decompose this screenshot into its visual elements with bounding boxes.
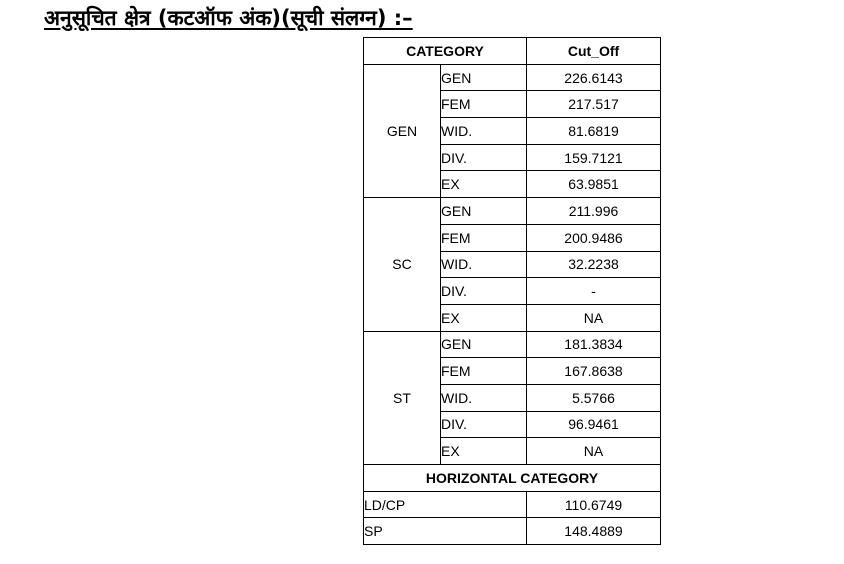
subcategory-cell: DIV. [441, 144, 527, 171]
horizontal-category-label: SP [364, 518, 527, 545]
subcategory-cell: WID. [441, 118, 527, 145]
cutoff-value-cell: 148.4889 [527, 518, 661, 545]
cutoff-value-cell: NA [527, 304, 661, 331]
cutoff-value-cell: 96.9461 [527, 411, 661, 438]
horizontal-category-header-row [364, 465, 661, 492]
subcategory-cell: FEM [441, 358, 527, 385]
header-cutoff: Cut_Off [527, 38, 661, 65]
subcategory-cell: GEN [441, 64, 527, 91]
cutoff-value-cell: 81.6819 [527, 118, 661, 145]
cutoff-value-cell: 110.6749 [527, 491, 661, 518]
cutoff-value-cell: 200.9486 [527, 224, 661, 251]
table-row [364, 491, 661, 518]
cutoff-value-cell: 159.7121 [527, 144, 661, 171]
category-cell-gen: GEN [364, 64, 441, 197]
category-cell-sc: SC [364, 198, 441, 331]
subcategory-cell: EX [441, 304, 527, 331]
category-cell-st: ST [364, 331, 441, 464]
subcategory-cell: EX [441, 438, 527, 465]
subcategory-cell: DIV. [441, 411, 527, 438]
subcategory-cell: EX [441, 171, 527, 198]
header-category: CATEGORY [364, 38, 527, 65]
cutoff-value-cell: 167.8638 [527, 358, 661, 385]
table-row [364, 64, 661, 91]
cutoff-value-cell: 63.9851 [527, 171, 661, 198]
cutoff-value-cell: 211.996 [527, 198, 661, 225]
cutoff-value-cell: 217.517 [527, 91, 661, 118]
horizontal-category-label: LD/CP [364, 491, 527, 518]
subcategory-cell: DIV. [441, 278, 527, 305]
subcategory-cell: WID. [441, 251, 527, 278]
document-heading: अनुसूचित क्षेत्र (कटऑफ अंक)(सूची संलग्न) :– [44, 6, 413, 30]
subcategory-cell: FEM [441, 91, 527, 118]
cutoff-value-cell: 5.5766 [527, 384, 661, 411]
subcategory-cell: GEN [441, 198, 527, 225]
subcategory-cell: WID. [441, 384, 527, 411]
cutoff-table [363, 37, 661, 545]
cutoff-table-body [364, 64, 661, 544]
subcategory-cell: GEN [441, 331, 527, 358]
table-header-row [364, 38, 661, 65]
cutoff-value-cell: 226.6143 [527, 64, 661, 91]
horizontal-category-header: HORIZONTAL CATEGORY [364, 465, 661, 492]
cutoff-value-cell: NA [527, 438, 661, 465]
cutoff-value-cell: 32.2238 [527, 251, 661, 278]
table-row [364, 518, 661, 545]
cutoff-value-cell: 181.3834 [527, 331, 661, 358]
table-row [364, 331, 661, 358]
subcategory-cell: FEM [441, 224, 527, 251]
cutoff-value-cell: - [527, 278, 661, 305]
table-row [364, 198, 661, 225]
